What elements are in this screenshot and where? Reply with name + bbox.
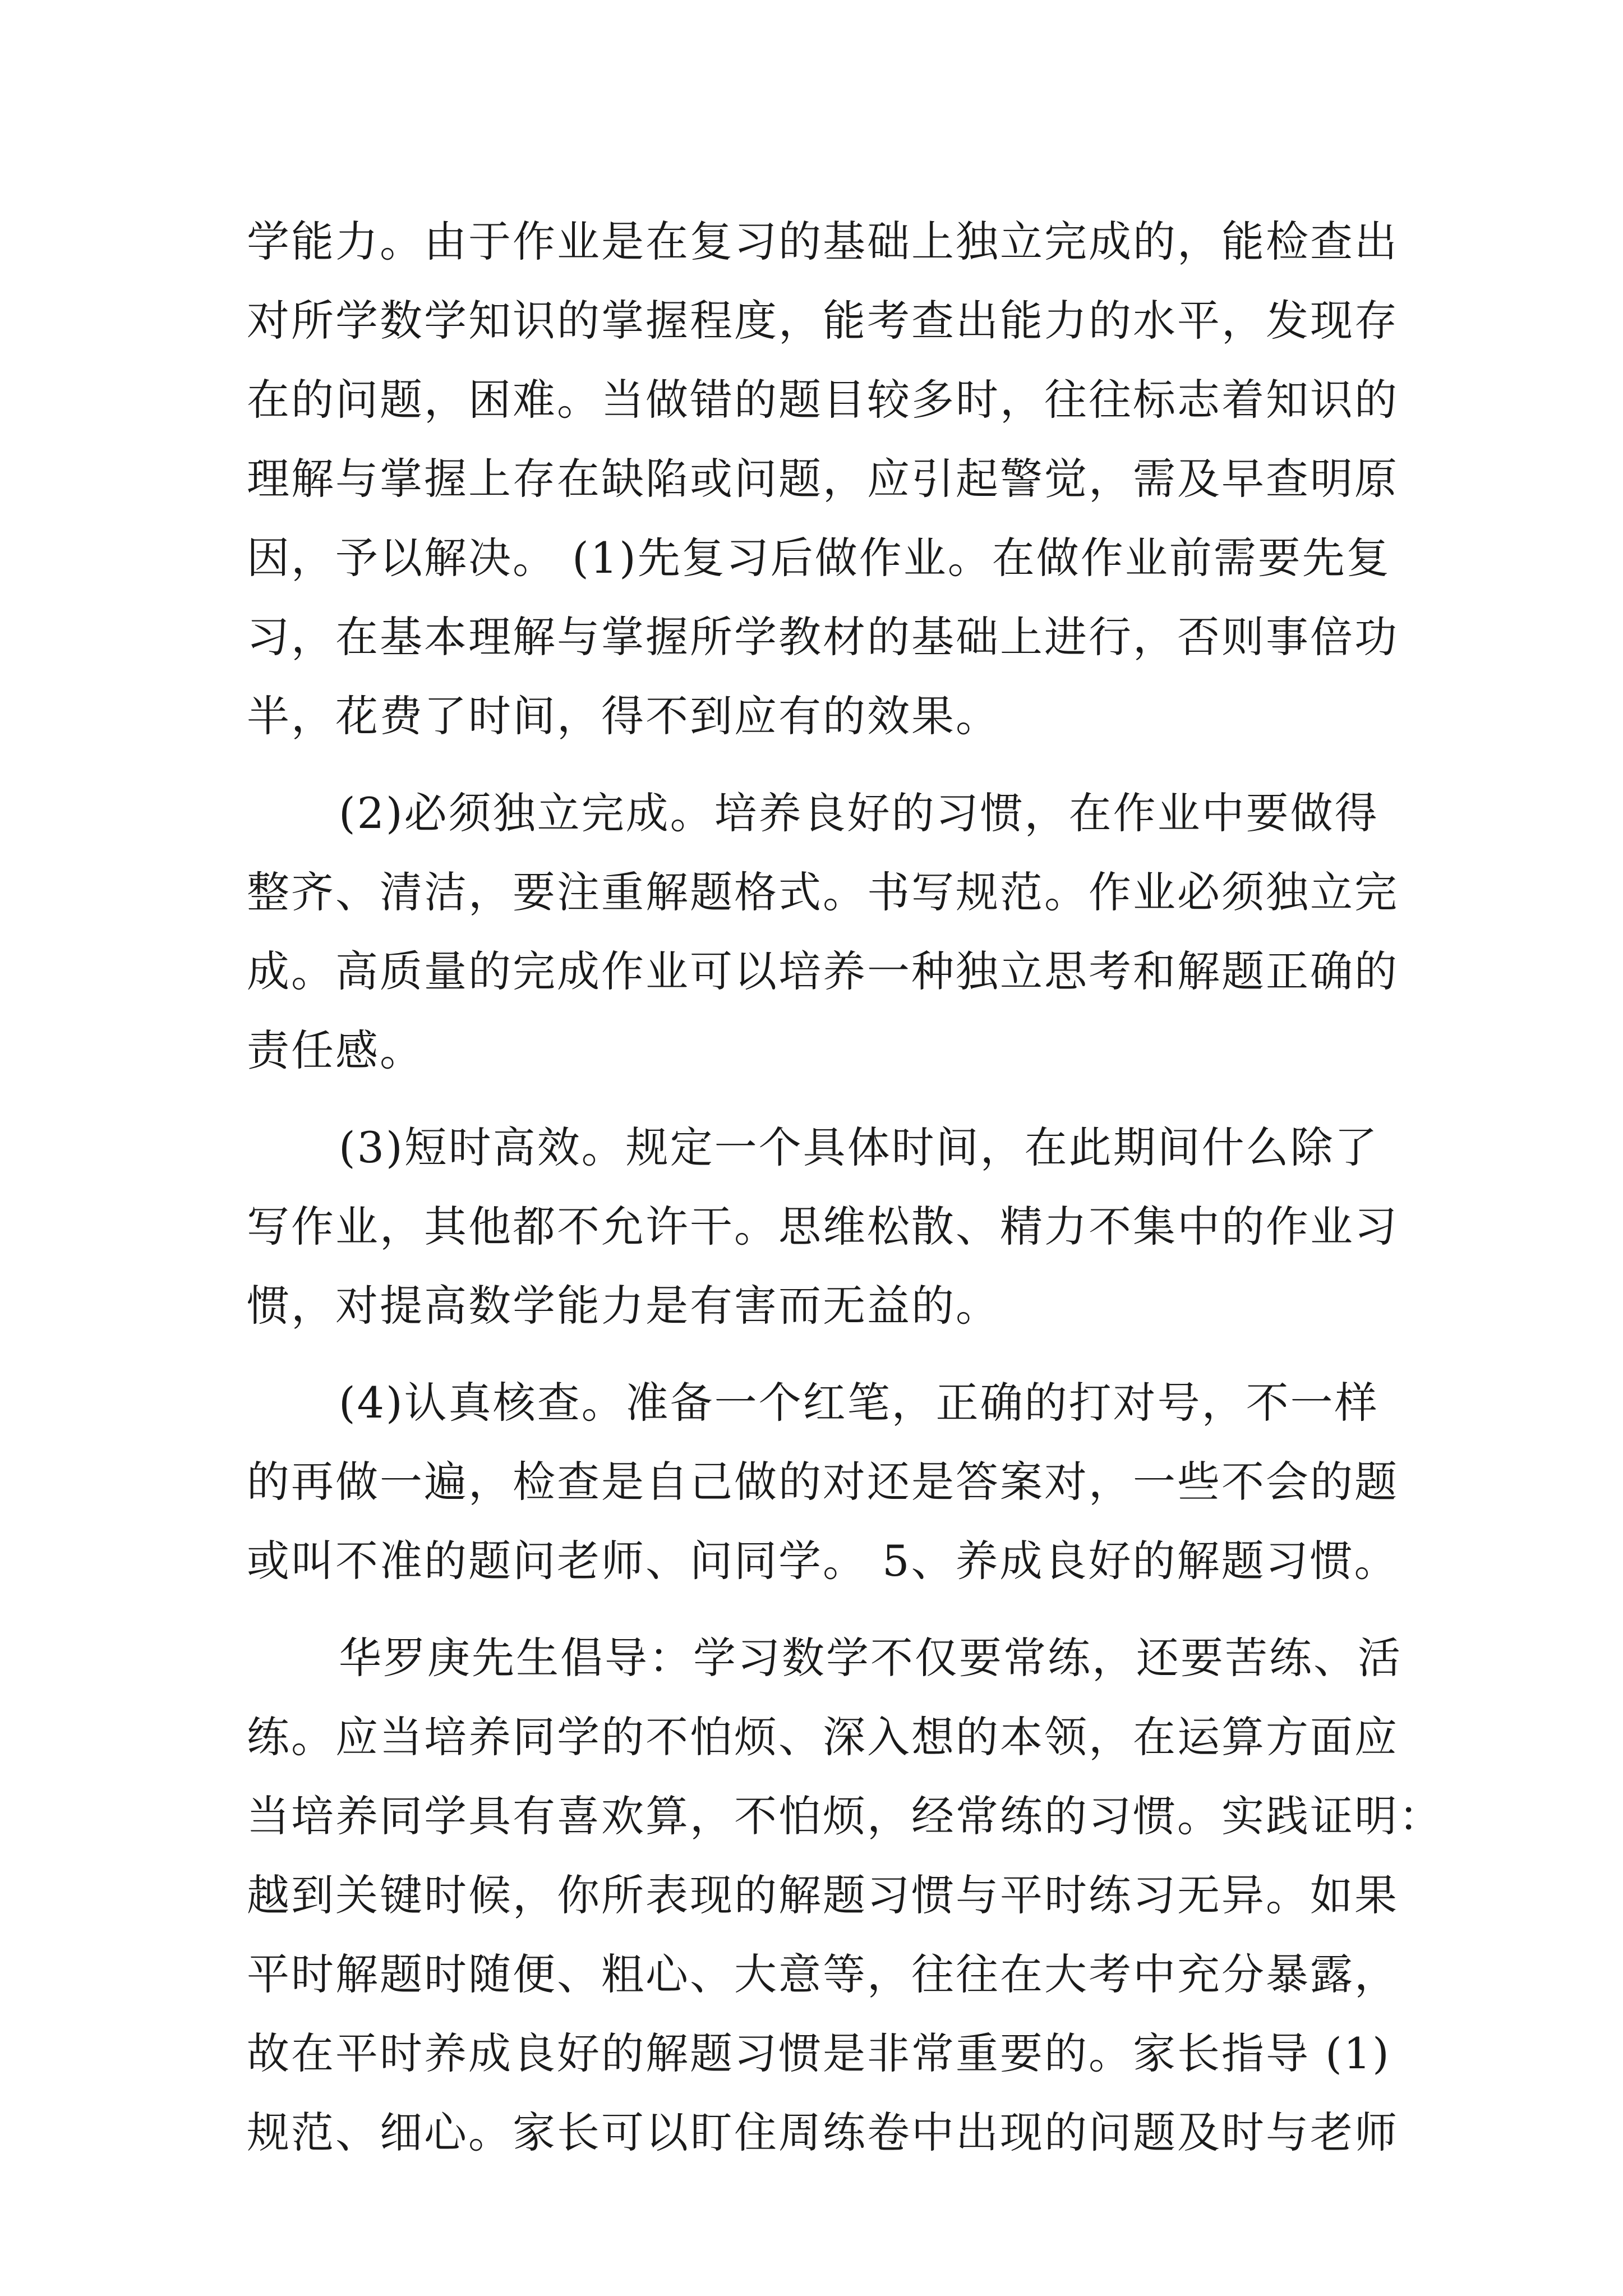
text-line: 惯，对提高数学能力是有害而无益的。 bbox=[247, 1281, 1000, 1331]
text-line: 越到关键时候，你所表现的解题习惯与平时练习无异。如果 bbox=[247, 1870, 1399, 1920]
text-line: 当培养同学具有喜欢算，不怕烦，经常练的习惯。实践证明： bbox=[247, 1791, 1443, 1841]
text-line: 在的问题，困难。当做错的题目较多时，往往标志着知识的 bbox=[247, 375, 1399, 425]
text-line: 对所学数学知识的掌握程度，能考查出能力的水平，发现存 bbox=[247, 296, 1399, 346]
text-line: 习，在基本理解与掌握所学教材的基础上进行，否则事倍功 bbox=[247, 612, 1399, 662]
text-line: 因，予以解决。 (1)先复习后做作业。在做作业前需要先复 bbox=[247, 533, 1391, 583]
text-line: 整齐、清洁，要注重解题格式。书写规范。作业必须独立完 bbox=[247, 867, 1399, 917]
text-line: 练。应当培养同学的不怕烦、深入想的本领，在运算方面应 bbox=[247, 1712, 1399, 1762]
paragraph-first-line: (4)认真核查。准备一个红笔，正确的打对号，不一样 bbox=[339, 1378, 1379, 1428]
body-text bbox=[247, 202, 1443, 2172]
text-line: 成。高质量的完成作业可以培养一种独立思考和解题正确的 bbox=[247, 946, 1399, 996]
paragraph-first-line: (2)必须独立完成。培养良好的习惯，在作业中要做得 bbox=[339, 788, 1379, 838]
text-line: 平时解题时随便、粗心、大意等，往往在大考中充分暴露， bbox=[247, 1949, 1399, 1999]
text-line: 的再做一遍，检查是自己做的对还是答案对，一些不会的题 bbox=[247, 1457, 1399, 1507]
text-line: 责任感。 bbox=[247, 1025, 424, 1075]
text-line: 或叫不准的题问老师、问同学。 5、养成良好的解题习惯。 bbox=[247, 1536, 1399, 1586]
paragraph-first-line: (3)短时高效。规定一个具体时间，在此期间什么除了 bbox=[339, 1122, 1379, 1172]
text-line: 故在平时养成良好的解题习惯是非常重要的。家长指导 (1) bbox=[247, 2028, 1391, 2078]
text-line: 理解与掌握上存在缺陷或问题，应引起警觉，需及早查明原 bbox=[247, 454, 1399, 504]
text-line: 学能力。由于作业是在复习的基础上独立完成的，能检查出 bbox=[247, 217, 1399, 266]
text-line: 规范、细心。家长可以盯住周练卷中出现的问题及时与老师 bbox=[247, 2108, 1399, 2157]
text-line: 半，花费了时间，得不到应有的效果。 bbox=[247, 691, 1000, 741]
paragraph-first-line: 华罗庚先生倡导：学习数学不仅要常练，还要苦练、活 bbox=[339, 1633, 1402, 1683]
text-line: 写作业，其他都不允许干。思维松散、精力不集中的作业习 bbox=[247, 1202, 1399, 1251]
